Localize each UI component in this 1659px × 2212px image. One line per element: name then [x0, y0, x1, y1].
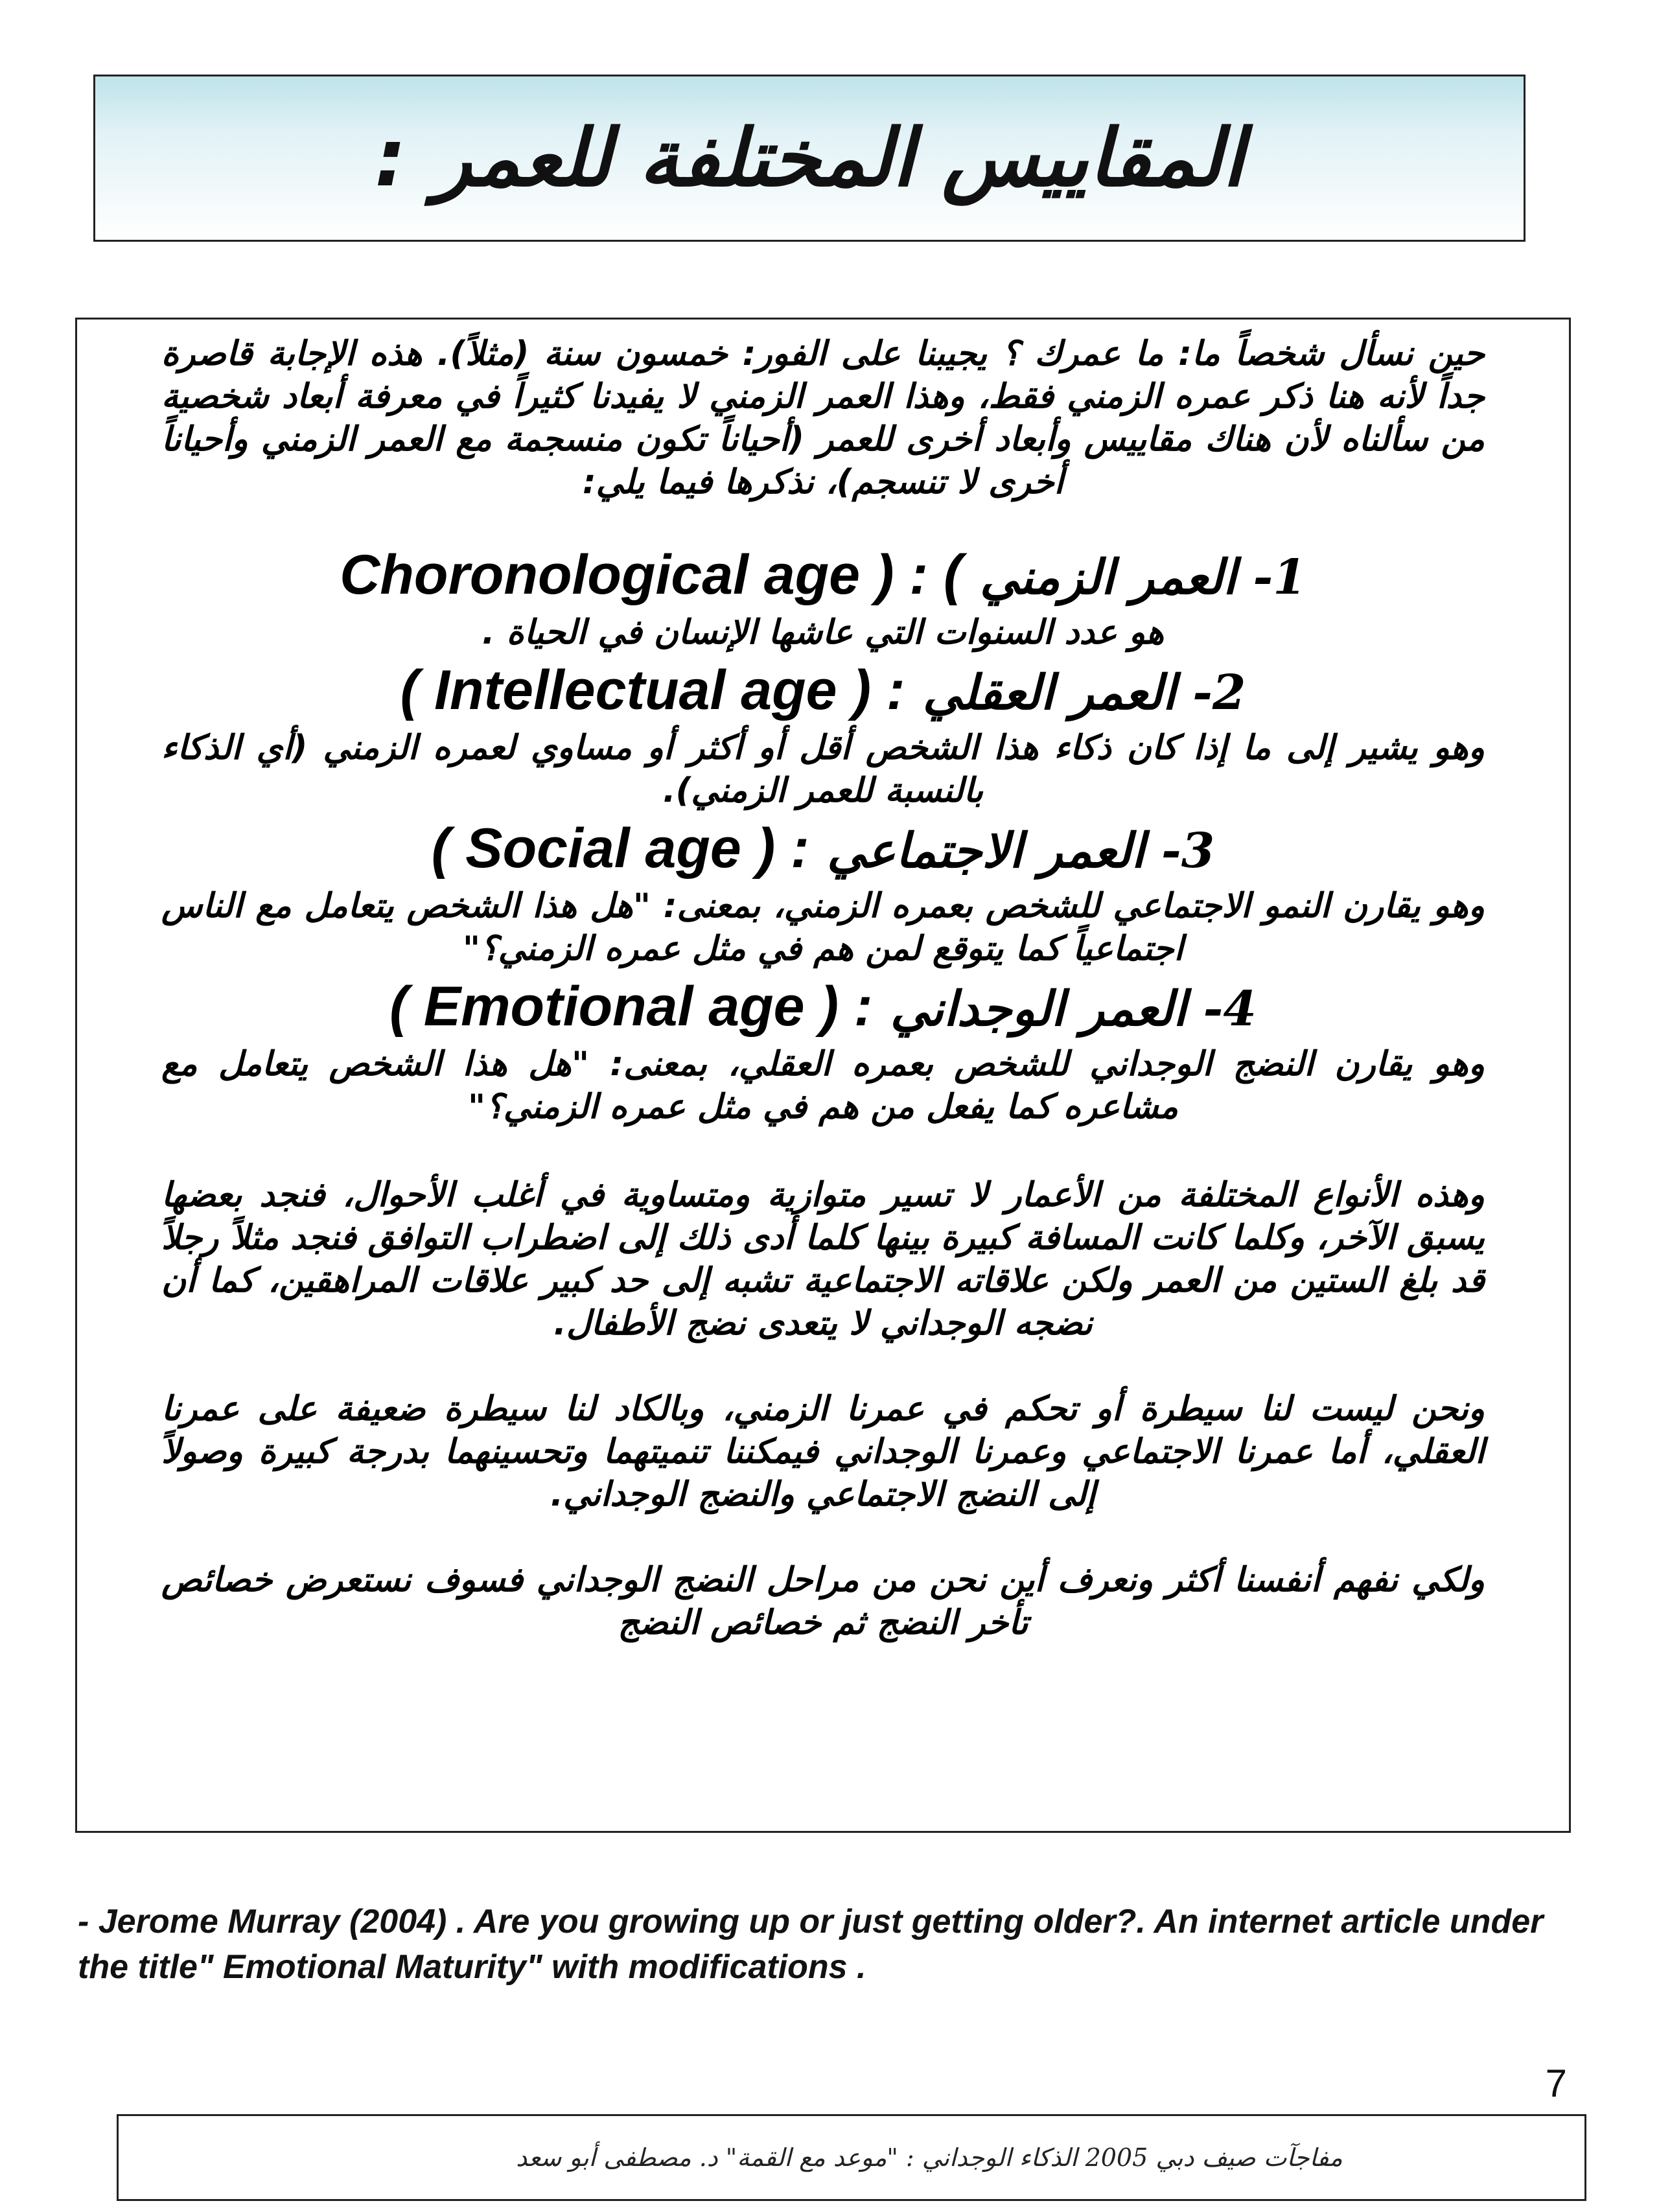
item-heading-social [161, 815, 1485, 885]
content-box [75, 318, 1571, 1833]
item-description: وهو يقارن النمو الاجتماعي للشخص بعمره الزمني، بمعنى: "هل هذا الشخص يتعامل مع الناس اجتماعياً كما يتوقع لمن هم في مثل عمره الزمني؟" [161, 887, 1485, 968]
item-heading-english: Choronological age ) : ( [340, 544, 962, 606]
item-heading-arabic: 1- العمر الزمني [979, 550, 1306, 605]
body-paragraph-1: وهذه الأنواع المختلفة من الأعمار لا تسير متوازية ومتساوية في أغلب الأحوال، فنجد بعضها يسبق الآخر، وكلما كانت المسافة كبيرة بينها كلما أدى ذلك إلى اضطراب التوافق فنجد مثلاً رجلاً قد بلغ الستين من العمر ولكن علاقاته الاجتماعية تشبه إلى حد كبير علاقات المراهقين، كما أن نضجه الوجداني لا يتعدى نضج الأطفال. [161, 1176, 1485, 1343]
item-heading-english: ( Social age ) : [431, 817, 809, 879]
item-heading-intellectual [161, 657, 1485, 727]
item-heading-arabic: 3- العمر الاجتماعي [827, 823, 1215, 879]
item-description: هو عدد السنوات التي عاشها الإنسان في الحياة . [481, 613, 1165, 652]
reference-citation: - Jerome Murray (2004) . Are you growing up or just getting older?. An internet article under the title" Emotional Maturity" with modifications . [78, 1903, 1544, 1986]
spacer [161, 1131, 1485, 1174]
page-title: المقاييس المختلفة للعمر : [375, 112, 1244, 204]
footer-text: مفاجآت صيف دبي 2005 الذكاء الوجداني : "موعد مع القمة" د. مصطفى أبو سعد [516, 2143, 1343, 2172]
spacer [161, 1516, 1485, 1559]
item-heading-emotional [161, 973, 1485, 1043]
item-heading-english: ( Intellectual age ) : [400, 659, 905, 721]
item-description: وهو يقارن النضج الوجداني للشخص بعمره العقلي، بمعنى: "هل هذا الشخص يتعامل مع مشاعره كما يفعل من هم في مثل عمره الزمني؟" [161, 1045, 1485, 1126]
item-heading-chronological [161, 541, 1485, 611]
item-heading-arabic: 4- العمر الوجداني [890, 981, 1257, 1037]
body-paragraph-3: ولكي نفهم أنفسنا أكثر ونعرف أين نحن من مراحل النضج الوجداني فسوف نستعرض خصائص تأخر النضج ثم خصائص النضج [161, 1561, 1485, 1642]
item-description: وهو يشير إلى ما إذا كان ذكاء هذا الشخص أقل أو أكثر أو مساوي لعمره الزمني (أي الذكاء بالنسبة للعمر الزمني). [161, 728, 1485, 810]
body-paragraph-2: ونحن ليست لنا سيطرة أو تحكم في عمرنا الزمني، وبالكاد لنا سيطرة ضعيفة على عمرنا العقلي، أما عمرنا الاجتماعي وعمرنا الوجداني فيمكننا تنميتهما وتحسينهما بدرجة كبيرة وصولاً إلى النضج الاجتماعي والنضج الوجداني. [161, 1390, 1485, 1514]
footer-box [117, 2114, 1586, 2201]
intro-paragraph: حين نسأل شخصاً ما: ما عمرك ؟ يجيبنا على الفور: خمسون سنة (مثلاً). هذه الإجابة قاصرة جداً لأنه هنا ذكر عمره الزمني فقط، وهذا العمر الزمني لا يفيدنا كثيراً في معرفة أبعاد شخصية من سألناه لأن هناك مقاييس وأبعاد أخرى للعمر (أحياناً تكون منسجمة مع العمر الزمني وأحياناً أخرى لا تنسجم)، نذكرها فيما يلي: [161, 334, 1485, 502]
item-heading-arabic: 2- العمر العقلي [922, 665, 1246, 721]
title-banner [93, 75, 1526, 242]
spacer [161, 1345, 1485, 1388]
page-number: 7 [1545, 2062, 1567, 2105]
item-heading-english: ( Emotional age ) : [389, 975, 873, 1038]
